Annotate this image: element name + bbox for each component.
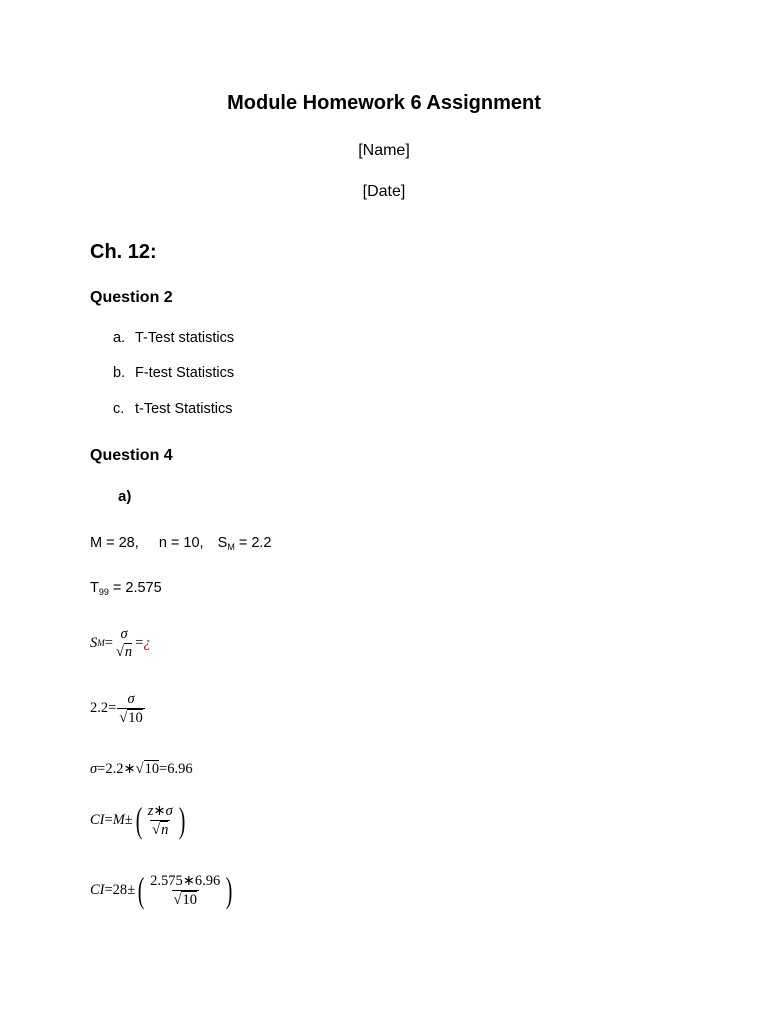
part-label: a) <box>118 488 132 505</box>
eq2-fraction <box>117 691 144 726</box>
eq1-denominator: √n <box>115 644 133 660</box>
equation-sigma-solve <box>90 691 146 726</box>
eq1-radicand: n <box>124 644 133 660</box>
list-item <box>113 401 233 417</box>
list-item-text: t-Test Statistics <box>135 401 233 417</box>
eq5-radicand: 10 <box>182 891 197 908</box>
eq5-numerator: ( 2.575∗6.96 <box>150 872 221 889</box>
eq1-lhs: S <box>90 634 98 651</box>
given-m: M = 28, <box>90 535 139 551</box>
eq5-parentheses <box>135 872 235 908</box>
t99-sub: 99 <box>98 587 109 597</box>
eq2-numerator: σ <box>127 691 135 707</box>
chapter-heading: Ch. 12: <box>90 241 157 263</box>
eq4-lhs: CI <box>90 811 105 828</box>
t99-label: T <box>90 580 99 596</box>
given-n: n = 10, <box>158 535 204 551</box>
eq3-sigma: σ <box>90 760 98 777</box>
eq4-denominator: √n <box>152 821 169 838</box>
eq2-denominator: √10 <box>119 710 143 726</box>
question4-heading: Question 4 <box>90 447 173 464</box>
eq4-fraction <box>146 803 175 838</box>
eq5-lhs: CI <box>90 881 105 898</box>
eq3-rhs: =6.96 <box>159 760 193 777</box>
eq5-fraction <box>148 873 222 908</box>
list-item-text: T-Test statistics <box>135 330 235 346</box>
eq2-radicand: 10 <box>128 710 143 726</box>
list-item <box>113 365 234 381</box>
eq4-numerator <box>146 803 175 820</box>
t99-value <box>90 580 162 597</box>
eq4-z: z <box>147 802 154 819</box>
list-marker: a. <box>113 330 126 346</box>
list-marker: c. <box>113 401 125 417</box>
list-item-text: F-test Statistics <box>135 365 235 381</box>
eq1-numerator: σ <box>120 626 128 642</box>
list-marker: b. <box>113 365 126 381</box>
given-values <box>90 535 272 552</box>
eq1-tail: ¿ <box>143 634 151 651</box>
equation-sm <box>90 626 151 660</box>
given-sm-sub: M <box>227 542 235 552</box>
eq1-equals: = <box>104 634 113 651</box>
eq4-sigma: σ <box>165 802 173 819</box>
given-sm-label: S <box>217 535 228 551</box>
eq1-lhs-sub: M <box>97 638 105 648</box>
eq3-mid: =2.2∗ <box>97 760 136 777</box>
name-placeholder: [Name] <box>358 142 410 159</box>
eq5-pm: ± <box>127 881 136 898</box>
eq2-lhs: 2.2= <box>90 700 117 716</box>
eq1-equals-2: = <box>135 634 144 651</box>
eq4-equals: = <box>104 811 113 828</box>
eq3-radicand: 10 <box>144 761 160 777</box>
eq4-pm: ± <box>124 811 133 828</box>
eq1-fraction <box>114 626 134 660</box>
question2-heading: Question 2 <box>90 289 173 306</box>
equation-ci-substituted <box>90 872 235 908</box>
eq4-m: M <box>112 811 125 828</box>
equation-ci-formula <box>90 802 188 838</box>
eq4-parentheses <box>133 802 188 838</box>
eq5-mid: =28 <box>104 881 128 898</box>
list-item <box>113 330 234 346</box>
date-placeholder: [Date] <box>362 183 406 200</box>
t99-number: = 2.575 <box>108 580 162 596</box>
page-title: Module Homework 6 Assignment <box>227 92 541 114</box>
eq5-denominator: √10 <box>173 891 197 908</box>
given-sm-value: = 2.2 <box>234 535 272 551</box>
eq4-op: ∗ <box>153 802 166 819</box>
equation-sigma-value: σ =2.2∗ √ 10 =6.96 <box>90 760 193 777</box>
eq4-radicand: n <box>161 821 169 838</box>
